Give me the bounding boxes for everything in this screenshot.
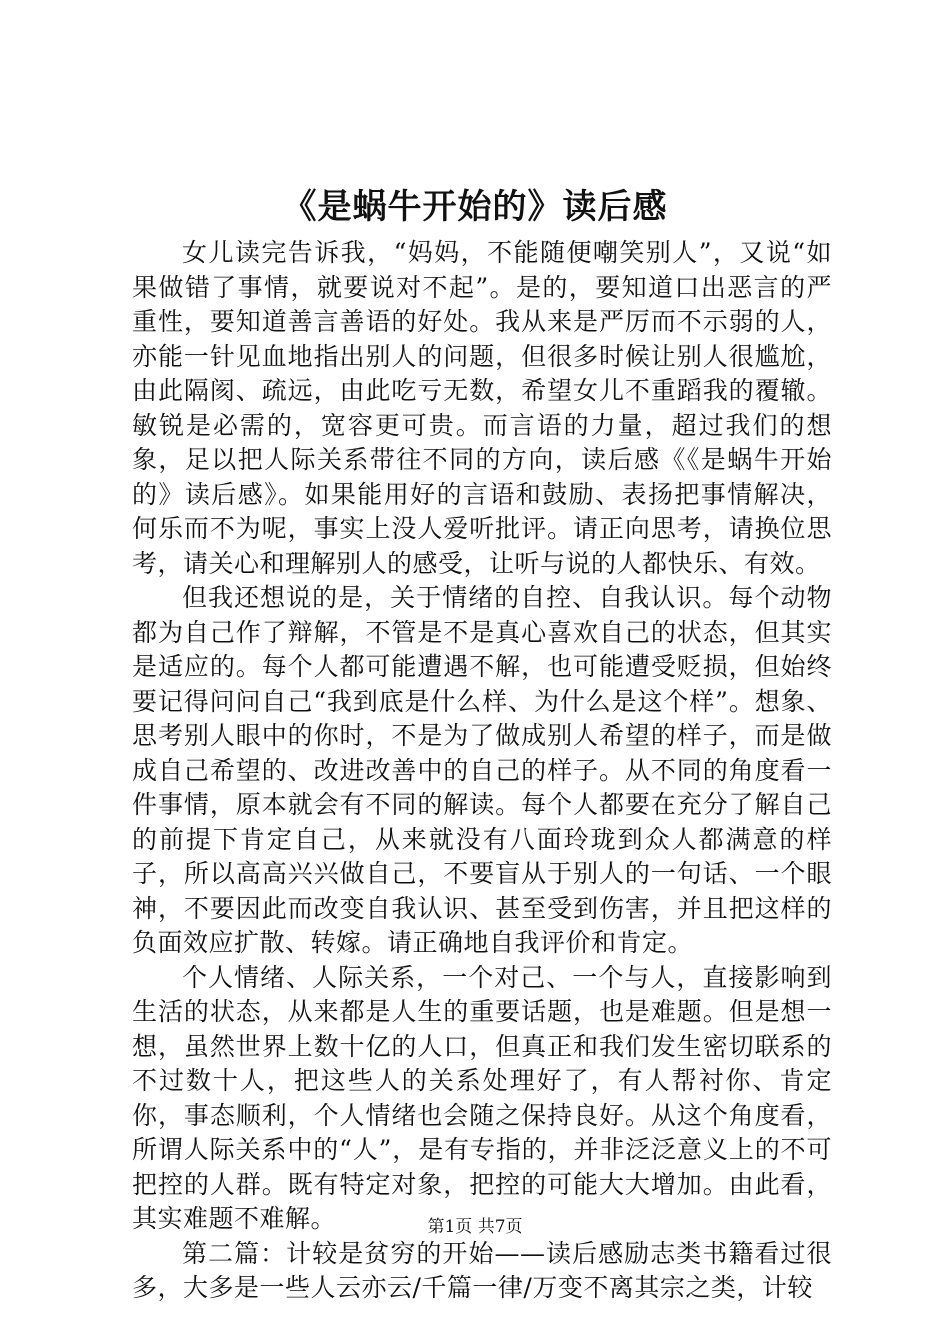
paragraph-1: 女儿读完告诉我，“妈妈，不能随便嘲笑别人”，又说“如果做错了事情，就要说对不起”。是的，要知道口出恶言的严重性，要知道善言善语的好处。我从来是严厉而不示弱的人，亦能一针见血地指出别人的问题，但很多时候让别人很尴尬，由此隔阂、疏远，由此吃亏无数，希望女儿不重蹈我的覆辙。敏锐是必需的，宽容更可贵。而言语的力量，超过我们的想象，足以把人际关系带往不同的方向，读后感《《是蜗牛开始的》读后感》。如果能用好的言语和鼓励、表扬把事情解决，何乐而不为呢，事实上没人爱听批评。请正向思考，请换位思考，请关心和理解别人的感受，让听与说的人都快乐、有效。 (132, 238, 832, 578)
paragraph-3: 个人情绪、人际关系，一个对己、一个与人，直接影响到生活的状态，从来都是人生的重要话题，也是难题。但是想一想，虽然世界上数十亿的人口，但真正和我们发生密切联系的不过数十人，把这些人的关系处理好了，有人帮衬你、肯定你，事态顺利，个人情绪也会随之保持良好。从这个角度看，所谓人际关系中的“人”，是有专指的，并非泛泛意义上的不可把控的人群。既有特定对象，把控的可能大大增加。由此看，其实难题不难解。 (132, 962, 832, 1233)
document-body (132, 236, 832, 1306)
paragraph-4: 第二篇：计较是贫穷的开始——读后感励志类书籍看过很多，大多是一些人云亦云/千篇一律/万变不离其宗之类，计较 (132, 1238, 832, 1302)
document-title: 《是蜗牛开始的》读后感 (282, 187, 668, 227)
page-footer: 第1页 共7页 (427, 1217, 523, 1237)
paragraph-2: 但我还想说的是，关于情绪的自控、自我认识。每个动物都为自己作了辩解，不管是不是真心喜欢自己的状态，但其实是适应的。每个人都可能遭遇不解，也可能遭受贬损，但始终要记得问问自己“我到底是什么样、为什么是这个样”。想象、思考别人眼中的你时，不是为了做成别人希望的样子，而是做成自己希望的、改进改善中的自己的样子。从不同的角度看一件事情，原本就会有不同的解读。每个人都要在充分了解自己的前提下肯定自己，从来就没有八面玲珑到众人都满意的样子，所以高高兴兴做自己，不要盲从于别人的一句话、一个眼神，不要因此而改变自我认识、甚至受到伤害，并且把这样的负面效应扩散、转嫁。请正确地自我评价和肯定。 (132, 583, 832, 957)
